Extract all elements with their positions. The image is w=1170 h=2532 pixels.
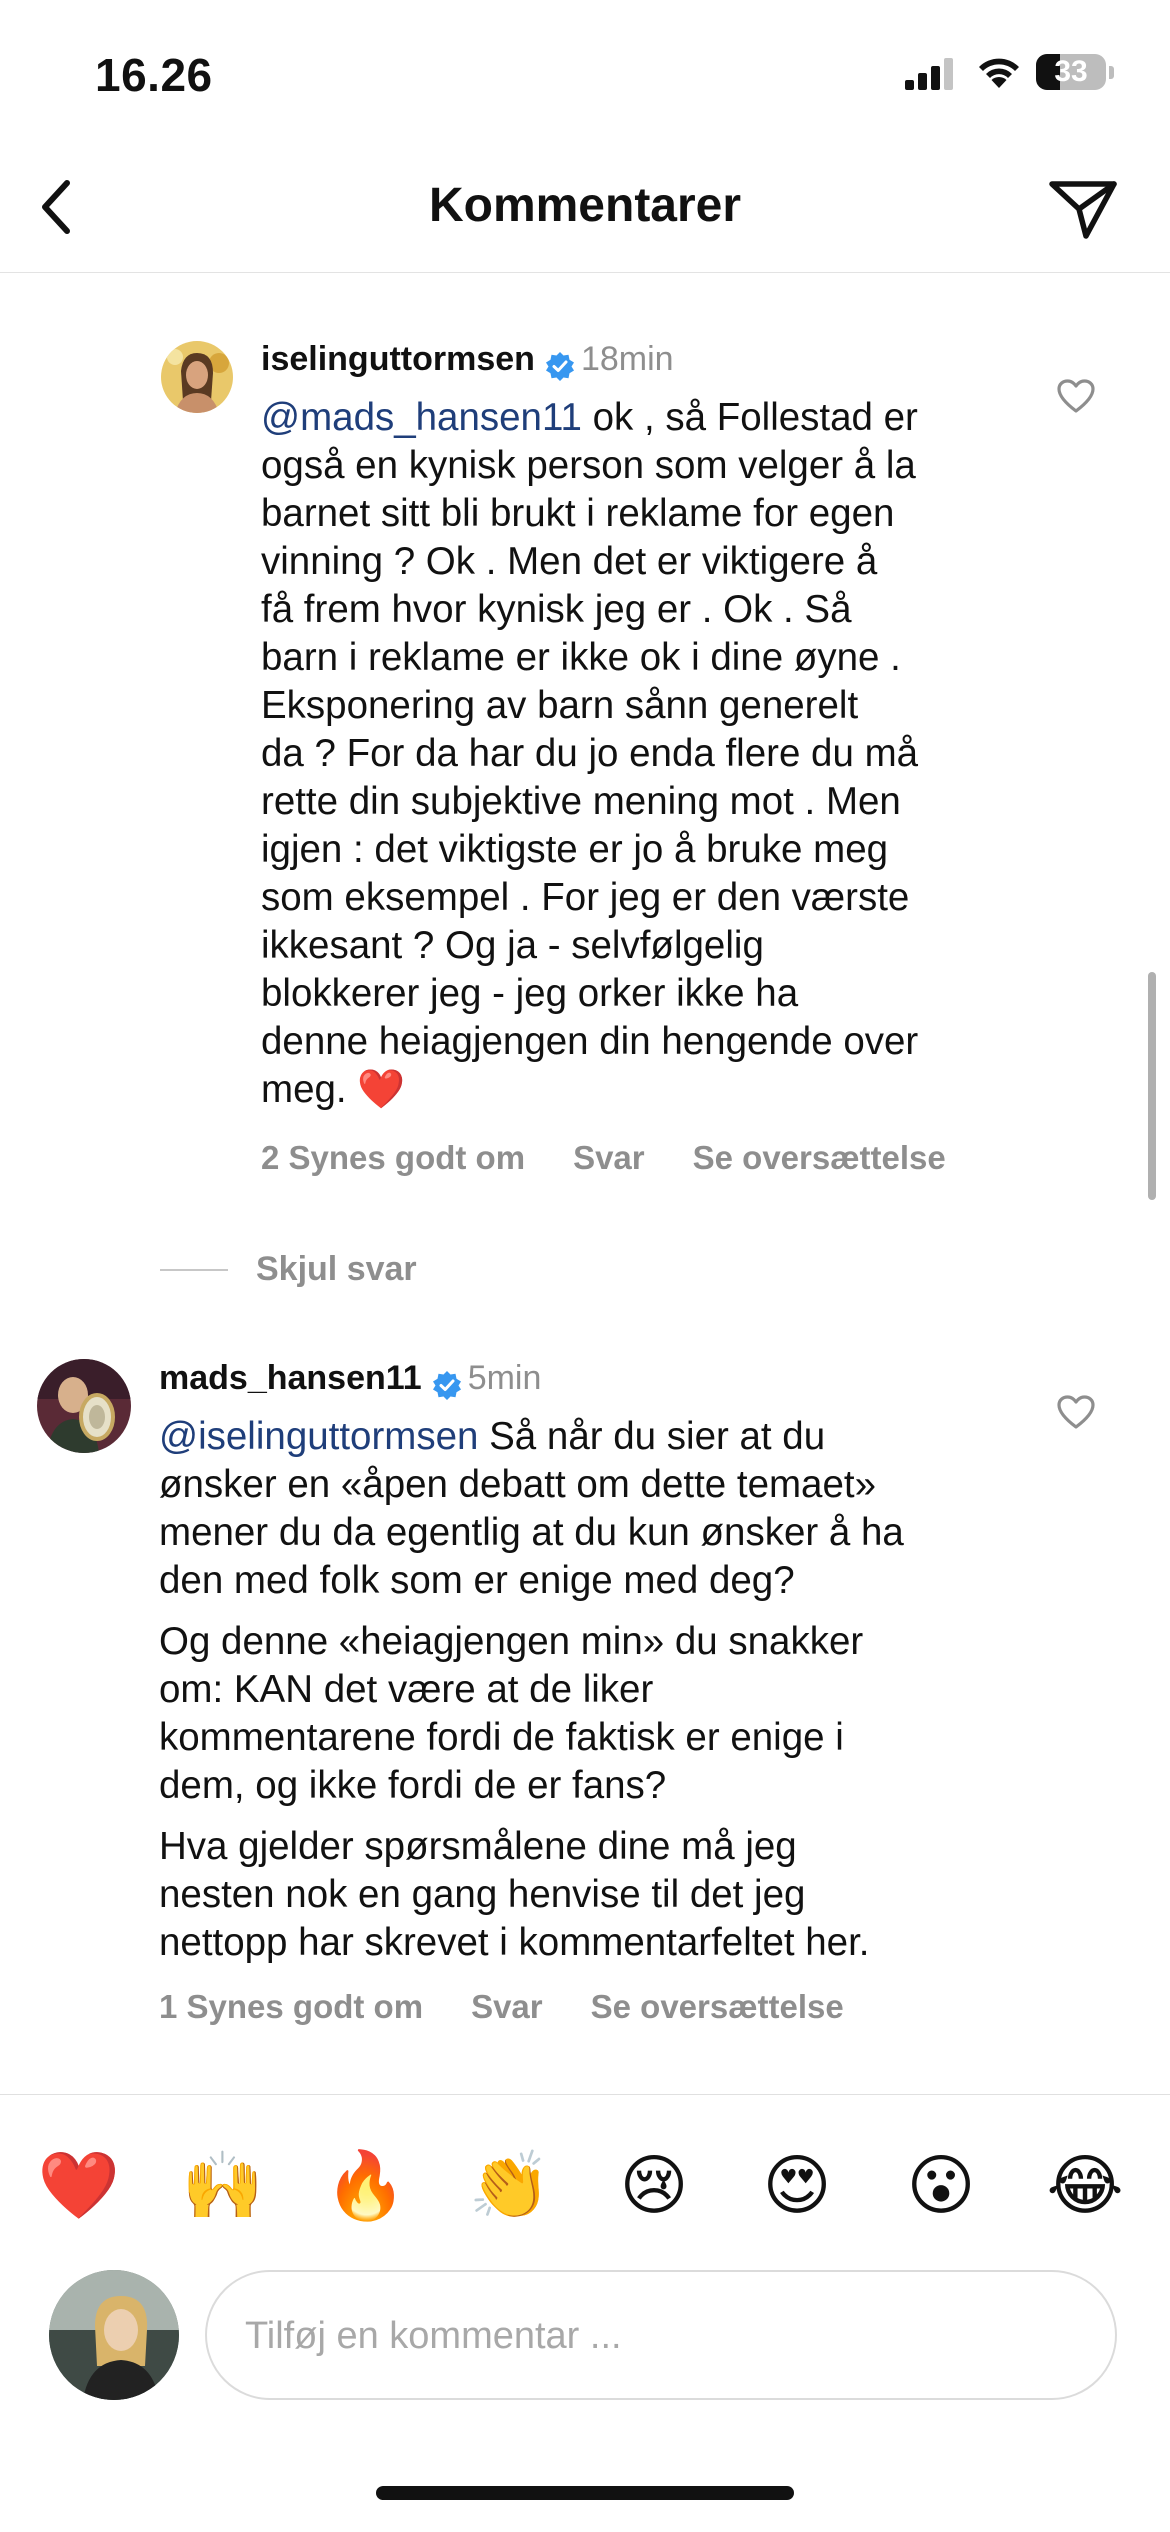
mention-link[interactable]: @iselinguttormsen bbox=[159, 1415, 479, 1458]
mention-link[interactable]: @mads_hansen11 bbox=[261, 396, 582, 439]
comment-header bbox=[261, 340, 674, 381]
current-user-avatar bbox=[49, 2270, 179, 2400]
comment-line: nettopp har skrevet i kommentarfeltet her. bbox=[159, 1921, 870, 1964]
emoji-raised-hands[interactable]: 🙌 bbox=[181, 2148, 265, 2222]
comment-text bbox=[159, 1413, 1059, 1967]
verified-badge-icon bbox=[545, 351, 575, 381]
username[interactable]: iselinguttormsen bbox=[261, 340, 535, 378]
comment-line: nesten nok en gang henvise til det jeg bbox=[159, 1873, 806, 1916]
comment-line: få frem hvor kynisk jeg er . Ok . Så bbox=[261, 588, 852, 631]
likes-count[interactable]: 1 Synes godt om bbox=[159, 1988, 424, 2025]
comment-line: ønsker en «åpen debatt om dette temaet» bbox=[159, 1463, 876, 1506]
battery-icon bbox=[1036, 54, 1106, 90]
username[interactable]: mads_hansen11 bbox=[159, 1359, 422, 1397]
emoji-laughing-face[interactable]: 😂 bbox=[1046, 2148, 1124, 2222]
comment-line: barnet sitt bli brukt i reklame for egen bbox=[261, 492, 895, 535]
comment-line: Eksponering av barn sånn generelt bbox=[261, 684, 859, 727]
like-heart-icon[interactable] bbox=[1056, 378, 1096, 414]
avatar-image bbox=[161, 341, 233, 413]
hide-replies-line bbox=[160, 1269, 228, 1271]
reply-button[interactable]: Svar bbox=[471, 1988, 543, 2025]
home-indicator[interactable] bbox=[376, 2486, 794, 2500]
emoji-heart[interactable]: ❤️ bbox=[37, 2148, 121, 2222]
paper-plane-icon bbox=[1048, 176, 1118, 242]
comment-line: @iselinguttormsen Så når du sier at du bbox=[159, 1415, 826, 1458]
avatar[interactable] bbox=[37, 1359, 131, 1453]
comment-line: Og denne «heiagjengen min» du snakker bbox=[159, 1620, 864, 1663]
comment-line: om: KAN det være at de liker bbox=[159, 1668, 654, 1711]
comment-actions bbox=[159, 1988, 892, 2026]
comment-line: Hva gjelder spørsmålene dine må jeg bbox=[159, 1825, 797, 1868]
avatar[interactable] bbox=[161, 341, 233, 413]
likes-count[interactable]: 2 Synes godt om bbox=[261, 1139, 526, 1176]
comment-actions bbox=[261, 1139, 994, 1177]
comment-line: ikkesant ? Og ja - selvfølgelig bbox=[261, 924, 764, 967]
battery-cap bbox=[1109, 66, 1114, 79]
comment-time: 18min bbox=[580, 340, 674, 378]
comment-line: den med folk som er enige med deg? bbox=[159, 1559, 795, 1602]
wifi-icon bbox=[975, 52, 1023, 90]
comment-line: som eksempel . For jeg er den værste bbox=[261, 876, 910, 919]
comment-line: kommentarene fordi de faktisk er enige i bbox=[159, 1716, 844, 1759]
comment-line: denne heiagjengen din hengende over bbox=[261, 1020, 919, 1063]
comment-input-container[interactable] bbox=[205, 2270, 1117, 2400]
verified-badge-icon bbox=[432, 1370, 462, 1400]
comment-text bbox=[261, 394, 1051, 1114]
emoji-fire[interactable]: 🔥 bbox=[324, 2148, 408, 2222]
reply-button[interactable]: Svar bbox=[573, 1139, 645, 1176]
comment-input[interactable] bbox=[243, 2272, 1087, 2400]
emoji-surprised-face[interactable]: 😮 bbox=[906, 2148, 976, 2222]
emoji-clapping-hands[interactable]: 👏 bbox=[468, 2148, 552, 2222]
like-heart-icon[interactable] bbox=[1056, 1394, 1096, 1430]
comment-line: da ? For da har du jo enda flere du må bbox=[261, 732, 919, 775]
battery-level: 33 bbox=[1054, 55, 1088, 88]
status-time: 16.26 bbox=[95, 49, 213, 101]
emoji-crying-face[interactable]: 😢 bbox=[619, 2148, 689, 2222]
comment-line: dem, og ikke fordi de er fans? bbox=[159, 1764, 667, 1807]
status-bar bbox=[0, 0, 1170, 150]
page-title: Kommentarer bbox=[428, 179, 742, 232]
comment-line: rette din subjektive mening mot . Men bbox=[261, 780, 901, 823]
share-button[interactable] bbox=[1043, 174, 1123, 244]
comment-time: 5min bbox=[467, 1359, 542, 1397]
comment-line: meg. ❤️ bbox=[261, 1068, 406, 1111]
comment-line: mener du da egentlig at du kun ønsker å ha bbox=[159, 1511, 904, 1554]
heart-emoji: ❤️ bbox=[357, 1068, 406, 1111]
hide-replies-label: Skjul svar bbox=[256, 1250, 417, 1288]
cellular-signal-icon bbox=[905, 58, 957, 90]
avatar-image bbox=[49, 2270, 179, 2400]
comment-line: igjen : det viktigste er jo å bruke meg bbox=[261, 828, 889, 871]
comment-header bbox=[159, 1359, 541, 1400]
comment-line: også en kynisk person som velger å la bbox=[261, 444, 916, 487]
comment-line: @mads_hansen11 ok , så Follestad er bbox=[261, 396, 918, 439]
scrollbar[interactable] bbox=[1148, 972, 1156, 1200]
translate-button[interactable]: Se oversættelse bbox=[692, 1139, 946, 1176]
comment-line: barn i reklame er ikke ok i dine øyne . bbox=[261, 636, 901, 679]
emoji-bar-divider bbox=[0, 2094, 1170, 2095]
translate-button[interactable]: Se oversættelse bbox=[590, 1988, 844, 2025]
avatar-image bbox=[37, 1359, 131, 1453]
comment-line: vinning ? Ok . Men det er viktigere å bbox=[261, 540, 878, 583]
emoji-heart-eyes[interactable]: 😍 bbox=[762, 2148, 832, 2222]
nav-bar bbox=[0, 150, 1170, 273]
comment-line: blokkerer jeg - jeg orker ikke ha bbox=[261, 972, 799, 1015]
